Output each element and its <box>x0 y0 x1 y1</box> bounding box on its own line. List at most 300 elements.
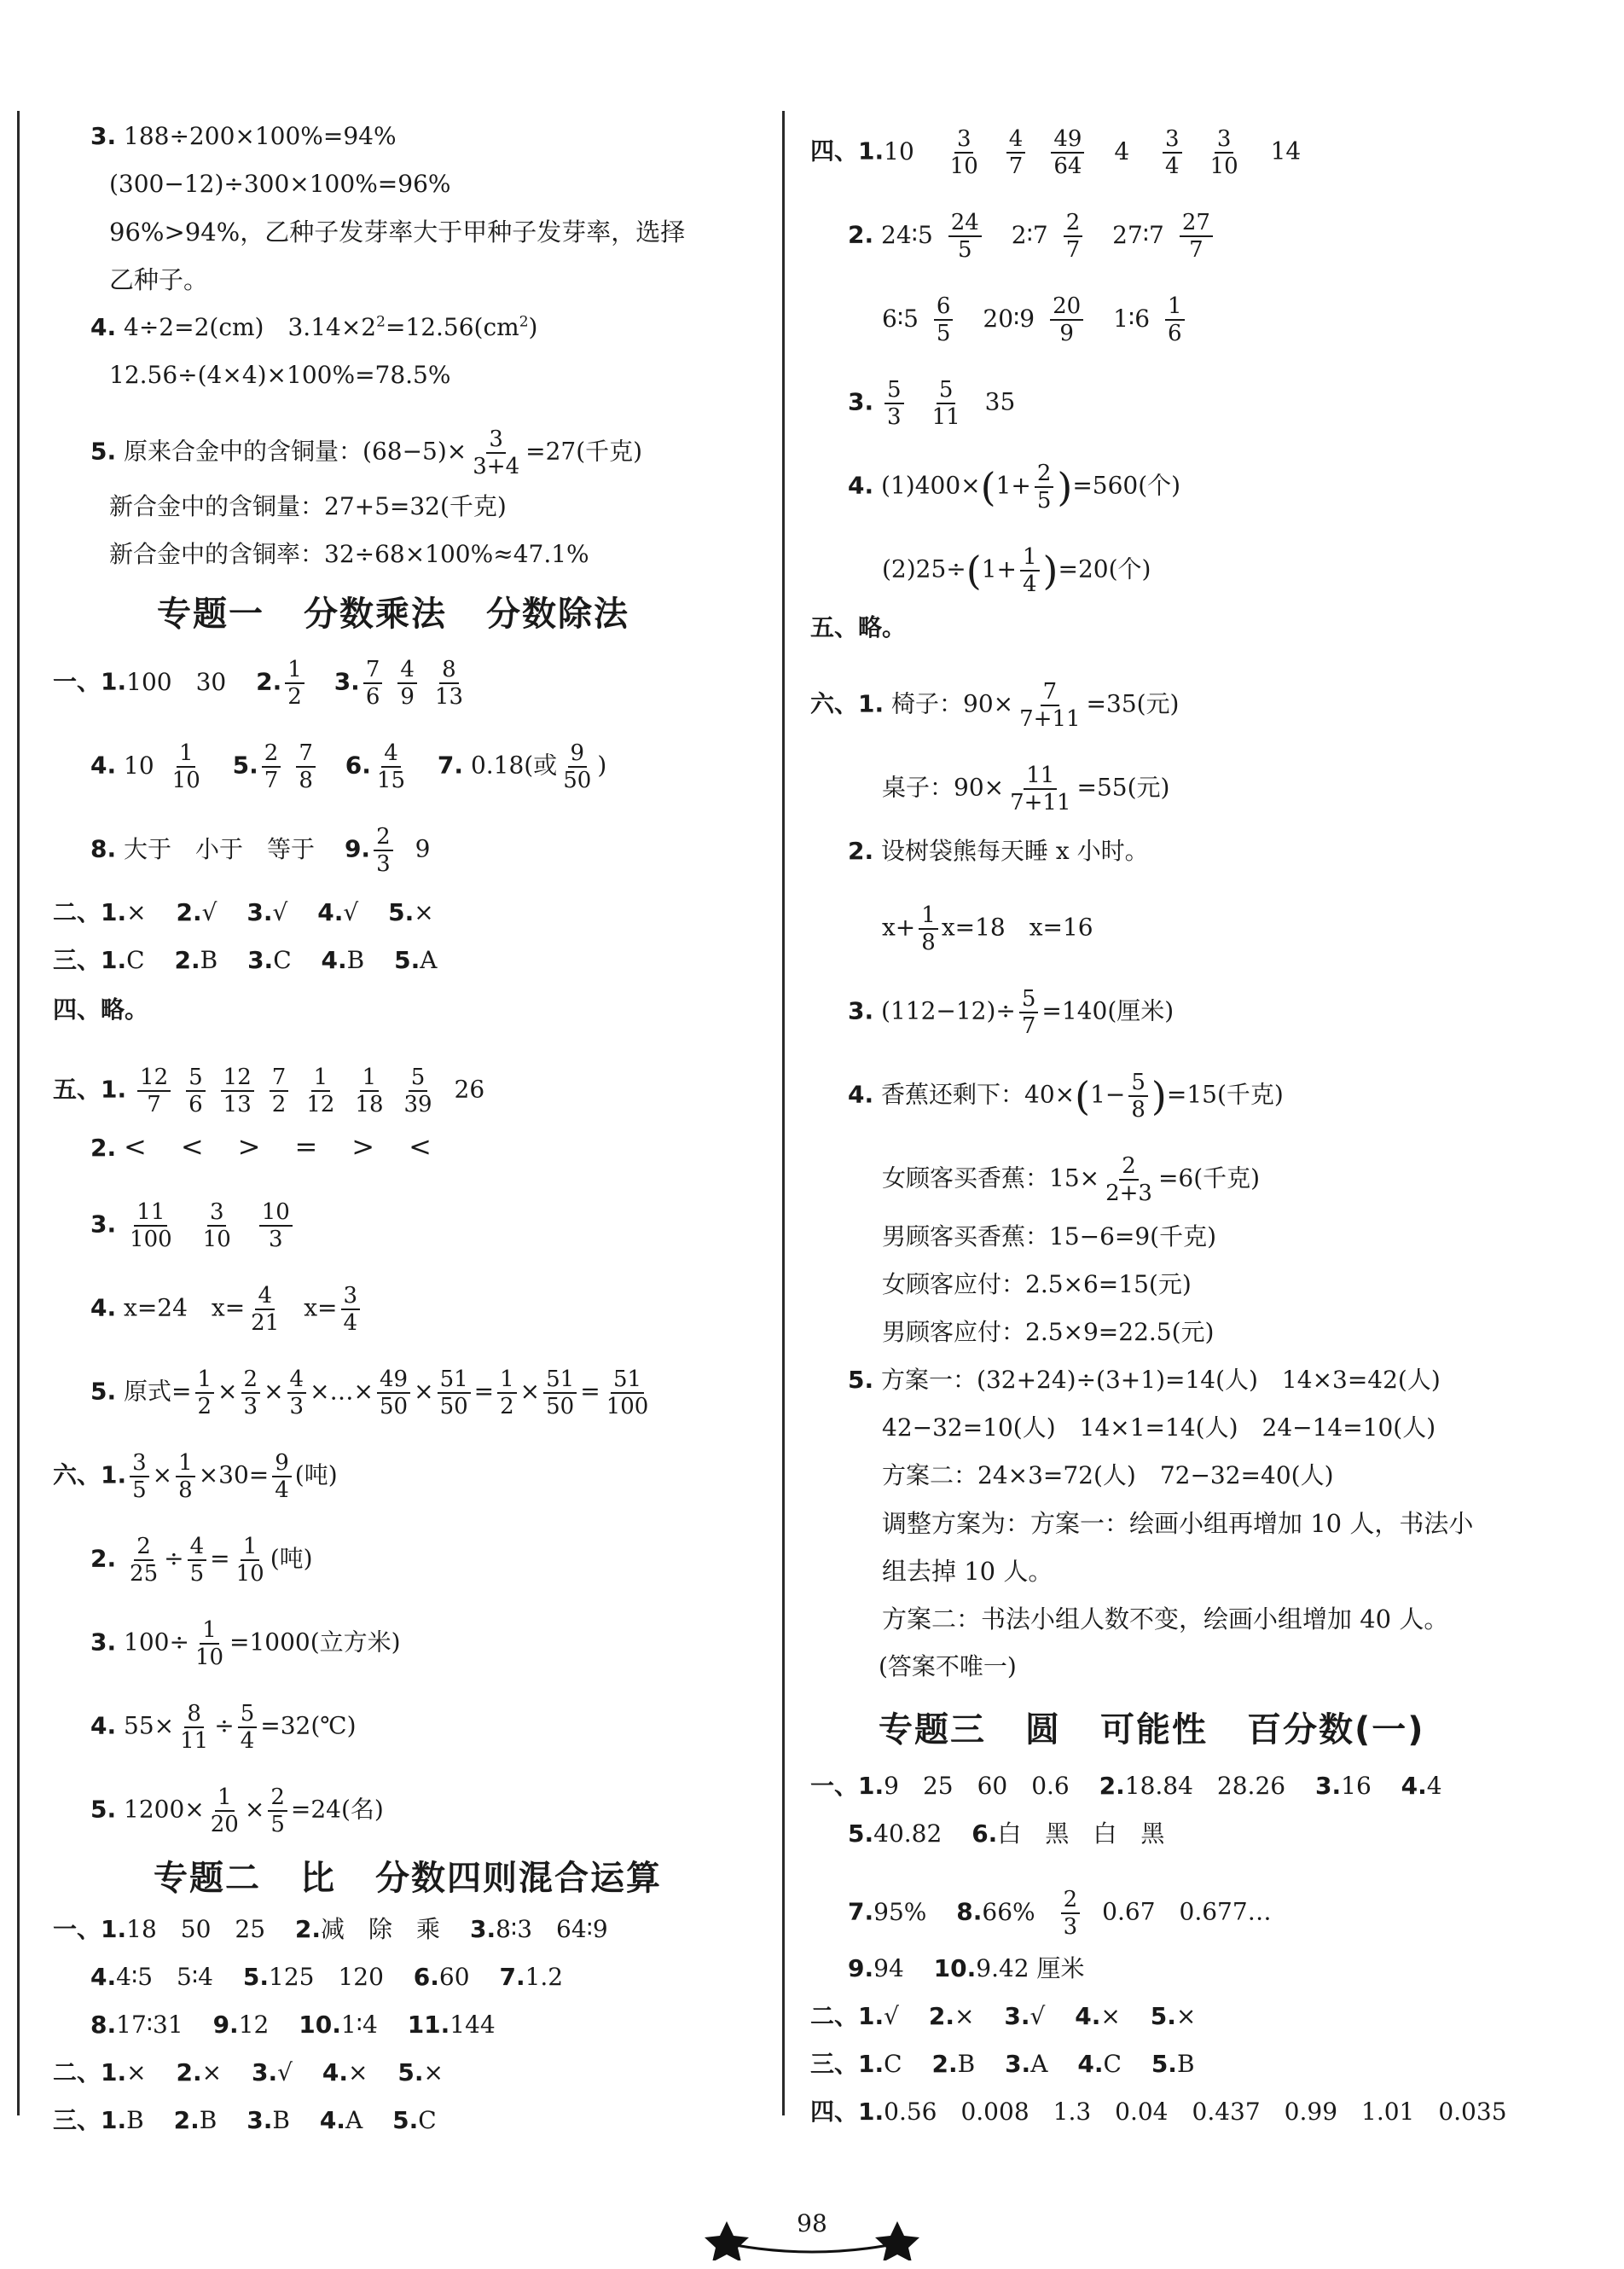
denominator: 2 <box>197 1394 212 1419</box>
fraction <box>221 1065 254 1117</box>
answer-text: =15(千克) <box>1166 1080 1284 1109</box>
fraction <box>268 1784 287 1837</box>
denominator: 21 <box>251 1310 280 1336</box>
item-number: 3. <box>246 898 273 926</box>
numerator: 4 <box>287 1367 307 1394</box>
fraction <box>137 1065 171 1117</box>
item-number: 3. <box>469 1915 496 1943</box>
item-number: 9. <box>212 2011 239 2039</box>
answer-line <box>882 293 1188 346</box>
denominator: 7 <box>264 768 279 793</box>
numerator: 1 <box>1020 544 1040 572</box>
answer-text: 10 <box>884 136 914 165</box>
item-number: 2. <box>1099 1772 1125 1800</box>
answer-mark: B <box>1176 2050 1195 2078</box>
denominator: 7 <box>1008 154 1024 179</box>
answer-text: x= <box>304 1293 338 1322</box>
denominator: 7 <box>1021 1013 1036 1039</box>
item-number: 5. <box>90 1377 117 1406</box>
answer-text: =560(个) <box>1072 471 1181 500</box>
item-number: 三、1. <box>810 2050 884 2078</box>
item-number: 3. <box>1005 2050 1031 2078</box>
answer-text: 8∶3 64∶9 <box>496 1915 608 1943</box>
denominator: 25 <box>130 1561 159 1587</box>
answer-line: (300−12)÷300×100%=96% <box>109 170 451 198</box>
denominator: 50 <box>546 1394 575 1419</box>
answer-text: 2∶7 <box>1011 220 1048 249</box>
fraction <box>234 1534 267 1587</box>
operator: ÷ <box>164 1544 184 1573</box>
item-number: 8. <box>956 1897 983 1926</box>
numerator: 27 <box>1180 210 1213 237</box>
numerator: 2 <box>241 1367 261 1394</box>
answer-line <box>810 126 1301 179</box>
fraction <box>363 657 383 710</box>
numerator: 5 <box>186 1065 206 1092</box>
item-number: 5. <box>848 1819 874 1848</box>
answer-text: 0.18(或 <box>470 751 558 780</box>
numerator: 4 <box>381 740 401 768</box>
heading-part: 专题二 <box>154 1859 261 1898</box>
item-number: 7. <box>848 1897 874 1926</box>
answer-line <box>882 902 1093 955</box>
denominator: 5 <box>936 321 951 346</box>
numerator: 1 <box>177 740 196 768</box>
answer-mark: B <box>126 2106 144 2134</box>
denominator: 9 <box>400 684 415 710</box>
answer-text: 白 黑 白 黑 <box>997 1819 1165 1848</box>
answer-text: 9 <box>415 834 431 863</box>
numerator: 3 <box>1215 126 1234 154</box>
item-number: 5. <box>394 946 420 974</box>
denominator: 7+11 <box>1019 706 1081 732</box>
answer-line <box>53 2057 444 2088</box>
item-number: 3. <box>252 2058 278 2086</box>
denominator: 10 <box>949 154 978 179</box>
item-number: 5. <box>1151 2050 1177 2078</box>
answer-line <box>90 1784 384 1837</box>
operator: = <box>210 1544 230 1573</box>
numerator: 51 <box>438 1367 471 1394</box>
denominator: 3+4 <box>473 454 520 479</box>
answer-text: 188÷200×100%=94% <box>124 122 397 150</box>
denominator: 7 <box>147 1092 161 1117</box>
answer-line: 12.56÷(4×4)×100%=78.5% <box>109 361 451 389</box>
fraction <box>948 126 981 179</box>
numerator: 51 <box>611 1367 644 1394</box>
denominator: 4 <box>275 1477 289 1503</box>
answer-line <box>53 945 438 976</box>
item-number: 三、1. <box>53 946 127 974</box>
answer-text: =32(℃) <box>260 1711 357 1740</box>
denominator: 100 <box>130 1227 172 1252</box>
answer-text: 125 120 <box>269 1963 384 1991</box>
item-number: 六、1. <box>810 689 884 718</box>
numerator: 1 <box>311 1065 331 1092</box>
answer-line <box>90 740 606 793</box>
answer-mark: B <box>200 946 218 974</box>
answer-text: =35(元) <box>1086 689 1180 718</box>
denominator: 6 <box>365 684 380 710</box>
item-number: 3. <box>90 1210 117 1239</box>
answer-text: 1∶4 <box>340 2011 378 2039</box>
fraction <box>1007 763 1073 815</box>
fraction <box>884 377 904 430</box>
item-number: 2. <box>848 220 874 249</box>
denominator: 64 <box>1053 154 1082 179</box>
fraction <box>948 210 982 263</box>
item-number: 2. <box>173 2106 200 2134</box>
answer-text: 12 <box>238 2011 270 2039</box>
item-number: 二、1. <box>53 898 127 926</box>
heading-part: 可能性 <box>1100 1710 1208 1750</box>
denominator: 39 <box>403 1092 432 1117</box>
section-heading <box>157 587 629 635</box>
item-number: 3. <box>246 2106 273 2134</box>
denominator: 100 <box>606 1394 649 1419</box>
section-heading <box>154 1851 662 1900</box>
item-number: 二、1. <box>810 2002 884 2030</box>
page-number: 98 <box>797 2209 827 2237</box>
item-number: 4. <box>90 1711 117 1740</box>
item-number: 2. <box>90 1544 117 1573</box>
answer-mark: C <box>418 2106 437 2134</box>
numerator: 1 <box>360 1065 380 1092</box>
denominator: 5 <box>1036 488 1052 514</box>
fraction <box>127 1199 175 1252</box>
fraction <box>248 1283 281 1336</box>
column-divider <box>782 111 785 2115</box>
answer-text: 18 50 25 <box>126 1915 266 1943</box>
denominator: 6 <box>188 1092 203 1117</box>
answer-mark: × <box>201 2058 223 2086</box>
item-number: 10. <box>933 1954 977 1982</box>
item-number: 4. <box>1077 2050 1104 2078</box>
heading-part: 比 <box>300 1859 336 1898</box>
item-number: 一、1. <box>810 1772 884 1800</box>
item-number: 4. <box>90 1963 117 1991</box>
denominator: 3 <box>887 404 902 430</box>
fraction <box>195 1367 215 1419</box>
paren: ( <box>1075 1073 1091 1119</box>
fraction <box>296 740 316 793</box>
answer-text: =6(千克) <box>1157 1164 1261 1193</box>
item-number: 11. <box>407 2011 450 2039</box>
denominator: 8 <box>1131 1097 1146 1123</box>
fraction <box>402 1065 435 1117</box>
answer-text: 9.42 厘米 <box>976 1954 1085 1982</box>
answer-mark: B <box>199 2106 218 2134</box>
fraction <box>177 1701 211 1754</box>
paren: ( <box>980 464 996 510</box>
item-number: 3. <box>90 122 117 150</box>
numerator: 3 <box>1163 126 1182 154</box>
denominator: 50 <box>380 1394 409 1419</box>
item-number: 5. <box>388 898 415 926</box>
fraction <box>1208 126 1241 179</box>
answer-line: 女顾客应付：2.5×6=15(元) <box>882 1270 1192 1298</box>
answer-text: =140(厘米) <box>1041 996 1174 1025</box>
answer-text: ×30= <box>198 1460 270 1489</box>
numerator: 2 <box>262 740 281 768</box>
answer-text: 17∶31 <box>116 2011 183 2039</box>
answer-line <box>810 2049 1195 2080</box>
fraction <box>259 1199 293 1252</box>
answer-line: 新合金中的含铜率：32÷68×100%≈47.1% <box>109 540 589 568</box>
denominator: 5 <box>189 1561 205 1587</box>
item-number: 3. <box>1315 1772 1342 1800</box>
fraction <box>1019 986 1039 1039</box>
denominator: 11 <box>931 404 960 430</box>
item-number: 3. <box>848 387 874 416</box>
item-number: 7. <box>437 751 464 780</box>
denominator: 50 <box>563 768 592 793</box>
answer-text: 女顾客买香蕉：15× <box>882 1164 1100 1193</box>
answer-text: 减 除 乘 <box>321 1915 441 1943</box>
item-number: 二、1. <box>53 2058 127 2086</box>
paren: ) <box>1151 1073 1167 1119</box>
answer-mark: B <box>957 2050 976 2078</box>
numerator: 5 <box>409 1065 428 1092</box>
answer-line <box>90 1701 357 1754</box>
item-number: 6. <box>413 1963 439 1991</box>
answer-text: =12.56(cm <box>385 313 519 341</box>
answer-line: (答案不唯一) <box>879 1652 1017 1680</box>
numerator: 1 <box>497 1367 517 1394</box>
star-icon <box>705 2221 749 2260</box>
answer-text: 1+ <box>995 471 1031 500</box>
item-number: 2. <box>256 667 282 696</box>
answer-text: 1− <box>1090 1080 1126 1109</box>
answer-text: 55× <box>124 1711 175 1740</box>
numerator: 1 <box>1165 293 1185 321</box>
answer-text: x=18 x=16 <box>941 913 1093 942</box>
answer-line <box>90 1962 563 1993</box>
answer-text: 4∶5 5∶4 <box>116 1963 213 1991</box>
denominator: 3 <box>1063 1914 1078 1940</box>
fraction <box>270 1065 289 1117</box>
answer-mark: √ <box>884 2002 899 2030</box>
operator: = <box>473 1377 495 1406</box>
heading-part: 分数乘法 <box>304 595 447 634</box>
item-number: 2. <box>931 2050 958 2078</box>
fraction <box>1017 679 1082 732</box>
numerator: 5 <box>238 1701 258 1728</box>
operator: × <box>218 1377 238 1406</box>
fraction <box>1061 1887 1081 1940</box>
answer-text: 椅子：90× <box>891 689 1014 718</box>
answer-text: 26 <box>454 1075 485 1104</box>
numerator: 3 <box>954 126 974 154</box>
item-number: 4. <box>848 1080 874 1109</box>
answer-mark: C <box>884 2050 902 2078</box>
answer-line <box>848 1887 1272 1940</box>
fraction <box>176 1450 195 1503</box>
answer-text: 24∶5 <box>881 220 933 249</box>
answer-line <box>882 763 1169 815</box>
denominator: 15 <box>376 768 406 793</box>
item-number: 8. <box>90 834 117 863</box>
operator: × <box>264 1377 284 1406</box>
denominator: 11 <box>180 1728 209 1754</box>
answer-text: 27∶7 <box>1112 220 1164 249</box>
item-number: 4. <box>90 313 117 341</box>
heading-part: 专题三 <box>879 1710 986 1750</box>
numerator: 11 <box>134 1199 167 1227</box>
numerator: 2 <box>1119 1153 1139 1181</box>
denominator: 18 <box>355 1092 384 1117</box>
denominator: 8 <box>299 768 313 793</box>
answer-text: =1000(立方米) <box>229 1628 401 1657</box>
answer-line <box>848 461 1180 514</box>
item-number: 3. <box>247 946 274 974</box>
fraction <box>127 1534 160 1587</box>
answer-line <box>882 544 1151 597</box>
fraction <box>1035 461 1054 514</box>
numerator: 4 <box>397 657 417 684</box>
item-number: 6. <box>972 1819 998 1848</box>
numerator: 1 <box>241 1534 260 1561</box>
answer-text: (1)400× <box>881 471 981 500</box>
answer-line <box>848 1953 1085 1984</box>
answer-line: 乙种子。 <box>109 265 209 294</box>
item-number: 5. <box>392 2106 419 2134</box>
answer-text: 94 <box>873 1954 904 1982</box>
denominator: 2 <box>287 684 302 710</box>
answer-line <box>90 824 430 877</box>
answer-mark: B <box>272 2106 290 2134</box>
fraction <box>1103 1153 1155 1206</box>
footer-swoosh <box>718 2242 906 2252</box>
answer-text: ) <box>597 751 607 780</box>
answer-text: 桌子：90× <box>882 773 1005 802</box>
numerator: 2 <box>1064 210 1083 237</box>
fraction <box>285 657 304 710</box>
answer-text: 16 <box>1341 1772 1372 1800</box>
answer-text: 大于 小于 等于 <box>124 834 316 863</box>
denominator: 5 <box>132 1477 147 1503</box>
fraction <box>341 1283 361 1336</box>
answer-mark: × <box>1175 2002 1197 2030</box>
answer-line <box>90 1283 363 1336</box>
answer-mark: A <box>345 2106 363 2134</box>
denominator: 5 <box>958 237 972 263</box>
denominator: 7 <box>1189 237 1204 263</box>
item-number: 4. <box>1075 2002 1101 2030</box>
answer-text: 0.56 0.008 1.3 0.04 0.437 0.99 1.01 0.035 <box>884 2098 1507 2126</box>
denominator: 10 <box>202 1227 231 1252</box>
fraction <box>188 1534 207 1587</box>
denominator: 3 <box>269 1227 283 1252</box>
fraction <box>1050 293 1083 346</box>
item-number: 4. <box>322 2058 348 2086</box>
item-number: 2. <box>176 898 202 926</box>
denominator: 3 <box>376 851 391 877</box>
answer-text: 4 <box>1114 136 1130 165</box>
answer-text: x+ <box>882 913 916 942</box>
denominator: 5 <box>270 1812 285 1837</box>
numerator: 11 <box>1024 763 1057 790</box>
answer-line <box>90 1617 401 1670</box>
answer-line: 96%>94%，乙种子发芽率大于甲种子发芽率，选择 <box>109 218 686 247</box>
fraction <box>1163 126 1182 179</box>
numerator: 12 <box>137 1065 171 1092</box>
item-number: 五、1. <box>53 1075 127 1104</box>
answer-text: 40.82 <box>873 1819 942 1848</box>
numerator: 2 <box>268 1784 287 1812</box>
fraction <box>604 1367 652 1419</box>
fraction <box>241 1367 261 1419</box>
denominator: 10 <box>235 1561 264 1587</box>
answer-line <box>848 210 1216 263</box>
denominator: 6 <box>1168 321 1182 346</box>
answer-line <box>53 1065 484 1117</box>
answer-mark: C <box>273 946 292 974</box>
heading-part: 百分数(一) <box>1247 1710 1425 1750</box>
item-number: 2. <box>176 2058 202 2086</box>
fraction <box>193 1617 226 1670</box>
answer-line: 五、略。 <box>810 613 907 641</box>
item-number: 3. <box>1004 2002 1030 2030</box>
operator: × <box>152 1460 173 1489</box>
numerator: 7 <box>363 657 383 684</box>
heading-part: 分数四则混合运算 <box>375 1859 662 1898</box>
fraction <box>130 1450 149 1503</box>
numerator: 5 <box>937 377 956 404</box>
item-number: 7. <box>499 1963 525 1991</box>
denominator: 13 <box>434 684 463 710</box>
answer-text: 原式= <box>124 1377 192 1406</box>
fraction <box>287 1367 307 1419</box>
operator: ×…× <box>310 1377 374 1406</box>
answer-text: =55(元) <box>1076 773 1170 802</box>
answer-line <box>848 986 1174 1039</box>
item-number: 3. <box>848 996 874 1025</box>
answer-text: (吨) <box>270 1544 313 1573</box>
answer-line: 方案二：24×3=72(人) 72−32=40(人) <box>882 1461 1334 1489</box>
paren: ) <box>1057 464 1073 510</box>
item-number: 4. <box>90 1293 117 1322</box>
item-number: 四、1. <box>810 2098 884 2126</box>
item-number: 5. <box>1150 2002 1176 2030</box>
numerator: 1 <box>195 1367 215 1394</box>
numerator: 1 <box>200 1617 219 1645</box>
numerator: 1 <box>919 902 938 930</box>
denominator: 12 <box>306 1092 335 1117</box>
numerator: 20 <box>1050 293 1083 321</box>
fraction <box>470 427 522 479</box>
denominator: 4 <box>1165 154 1180 179</box>
numerator: 2 <box>374 824 393 851</box>
numerator: 1 <box>215 1784 235 1812</box>
answer-text: 1∶6 <box>1113 304 1151 333</box>
answer-text: 144 <box>450 2011 496 2039</box>
answer-line <box>848 1070 1284 1123</box>
fraction <box>1064 210 1083 263</box>
answer-text: < < > = > < <box>124 1130 435 1163</box>
numerator: 2 <box>134 1534 154 1561</box>
denominator: 3 <box>289 1394 304 1419</box>
answer-line: 四、略。 <box>53 995 149 1024</box>
fraction <box>186 1065 206 1117</box>
item-number: 10. <box>299 2011 341 2039</box>
denominator: 4 <box>1023 572 1037 597</box>
answer-mark: × <box>954 2002 975 2030</box>
answer-text: 95% <box>873 1897 927 1926</box>
item-number: 3. <box>334 667 360 696</box>
answer-line: 组去掉 10 人。 <box>882 1557 1053 1586</box>
heading-part: 圆 <box>1025 1710 1061 1750</box>
